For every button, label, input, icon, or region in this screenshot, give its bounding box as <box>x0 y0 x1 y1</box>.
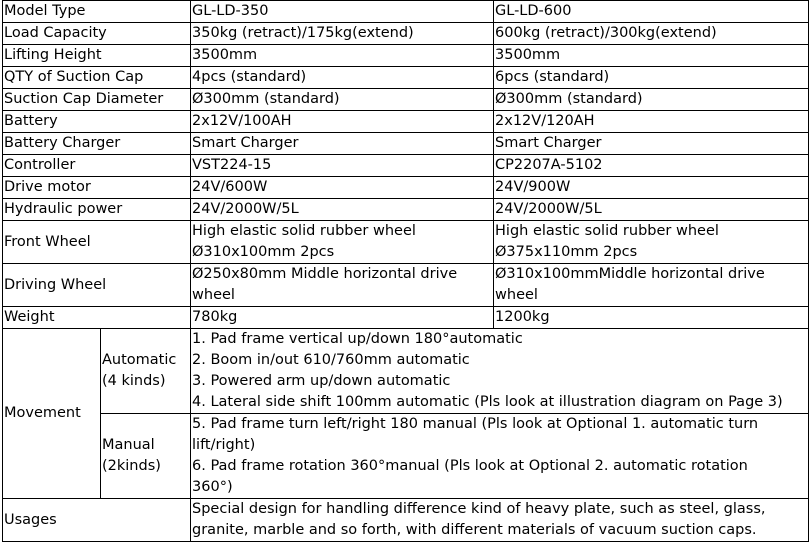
row-label: Front Wheel <box>3 221 191 264</box>
row-label: Usages <box>3 499 191 542</box>
movement-item: 2. Boom in/out 610/760mm automatic <box>192 352 470 368</box>
automatic-label <box>101 329 191 414</box>
movement-item: 3. Powered arm up/down automatic <box>192 373 451 389</box>
table-row <box>3 89 809 111</box>
model-b-value: Ø300mm (standard) <box>494 89 809 111</box>
movement-item: 5. Pad frame turn left/right 180 manual (Pls look at Optional 1. automatic turn <box>192 416 759 432</box>
row-label: Load Capacity <box>3 23 191 45</box>
movement-item: 4. Lateral side shift 100mm automatic (Pls look at illustration diagram on Page 3) <box>192 394 783 410</box>
model-a-value: Smart Charger <box>191 133 494 155</box>
model-b-value: 2x12V/120AH <box>494 111 809 133</box>
model-b-value: 6pcs (standard) <box>494 67 809 89</box>
model-a-value: Ø300mm (standard) <box>191 89 494 111</box>
value-line: Ø310x100mmMiddle horizontal drive <box>495 266 765 282</box>
movement-label: Movement <box>3 329 101 499</box>
model-b-name: GL-LD-600 <box>494 1 809 23</box>
manual-label <box>101 414 191 499</box>
manual-label-line: Manual <box>102 437 155 453</box>
movement-item: 6. Pad frame rotation 360°manual (Pls look at Optional 2. automatic rotation <box>192 458 748 474</box>
table-row <box>3 45 809 67</box>
row-label: Controller <box>3 155 191 177</box>
value-line: Ø375x110mm 2pcs <box>495 244 638 260</box>
table-row-driving-wheel <box>3 264 809 307</box>
table-row <box>3 199 809 221</box>
movement-item: lift/right) <box>192 437 256 453</box>
model-b-value: CP2207A-5102 <box>494 155 809 177</box>
model-a-value: 780kg <box>191 307 494 329</box>
usages-line: Special design for handling difference kind of heavy plate, such as steel, glass, <box>192 501 766 517</box>
table-row <box>3 23 809 45</box>
model-b-value: 24V/2000W/5L <box>494 199 809 221</box>
value-line: Ø250x80mm Middle horizontal drive <box>192 266 458 282</box>
model-a-value: 4pcs (standard) <box>191 67 494 89</box>
table-row <box>3 111 809 133</box>
row-label: Driving Wheel <box>3 264 191 307</box>
table-row-movement-manual <box>3 414 809 499</box>
row-label: Weight <box>3 307 191 329</box>
value-line: High elastic solid rubber wheel <box>495 223 719 239</box>
row-label: Battery Charger <box>3 133 191 155</box>
table-row <box>3 177 809 199</box>
value-line: High elastic solid rubber wheel <box>192 223 416 239</box>
manual-label-line: (2kinds) <box>102 458 161 474</box>
model-b-value: 600kg (retract)/300kg(extend) <box>494 23 809 45</box>
model-a-value <box>191 264 494 307</box>
model-a-value: 3500mm <box>191 45 494 67</box>
model-a-name: GL-LD-350 <box>191 1 494 23</box>
table-row-front-wheel <box>3 221 809 264</box>
automatic-label-line: (4 kinds) <box>102 373 166 389</box>
model-a-value: 24V/2000W/5L <box>191 199 494 221</box>
row-label: Suction Cap Diameter <box>3 89 191 111</box>
model-b-value: 24V/900W <box>494 177 809 199</box>
value-line: wheel <box>495 287 538 303</box>
model-b-value: Smart Charger <box>494 133 809 155</box>
row-label: Lifting Height <box>3 45 191 67</box>
table-row <box>3 133 809 155</box>
row-label: Battery <box>3 111 191 133</box>
row-label: Hydraulic power <box>3 199 191 221</box>
table-row-weight <box>3 307 809 329</box>
table-row <box>3 155 809 177</box>
model-b-value <box>494 264 809 307</box>
row-label: Model Type <box>3 1 191 23</box>
model-b-value: 1200kg <box>494 307 809 329</box>
usages-line: granite, marble and so forth, with different materials of vacuum suction caps. <box>192 522 757 538</box>
model-a-value <box>191 221 494 264</box>
automatic-label-line: Automatic <box>102 352 177 368</box>
movement-item: 1. Pad frame vertical up/down 180°automatic <box>192 331 523 347</box>
model-a-value: 2x12V/100AH <box>191 111 494 133</box>
model-b-value <box>494 221 809 264</box>
spec-table <box>2 0 809 542</box>
table-row-movement-automatic <box>3 329 809 414</box>
model-a-value: 350kg (retract)/175kg(extend) <box>191 23 494 45</box>
manual-items <box>191 414 809 499</box>
table-row <box>3 67 809 89</box>
row-label: QTY of Suction Cap <box>3 67 191 89</box>
usages-text <box>191 499 809 542</box>
automatic-items <box>191 329 809 414</box>
value-line: wheel <box>192 287 235 303</box>
value-line: Ø310x100mm 2pcs <box>192 244 335 260</box>
movement-item: 360°) <box>192 479 233 495</box>
model-a-value: VST224-15 <box>191 155 494 177</box>
row-label: Drive motor <box>3 177 191 199</box>
table-row-model-type <box>3 1 809 23</box>
table-row-usages <box>3 499 809 542</box>
model-a-value: 24V/600W <box>191 177 494 199</box>
model-b-value: 3500mm <box>494 45 809 67</box>
